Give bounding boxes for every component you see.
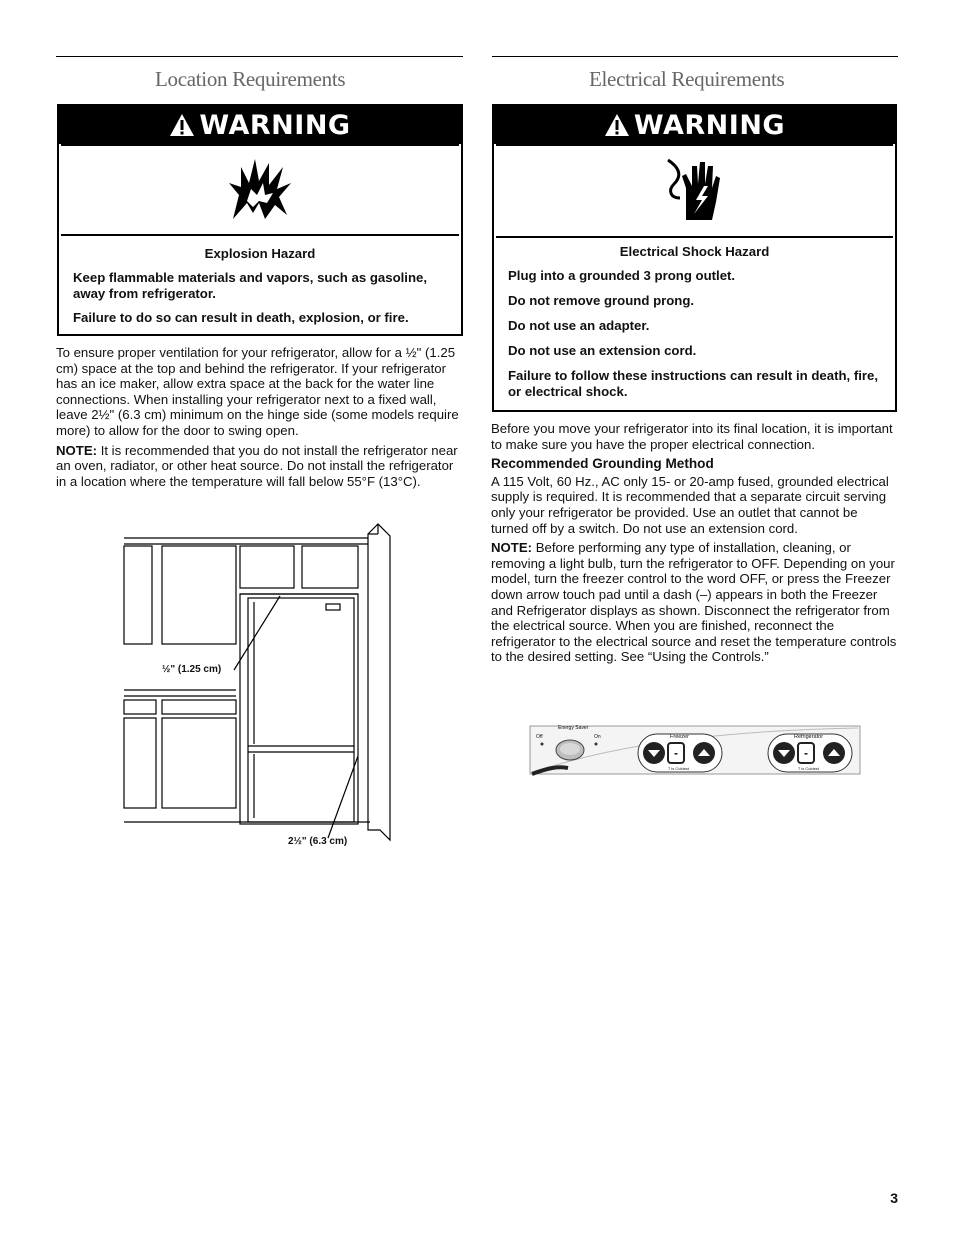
left-top-rule [56,56,463,57]
explosion-warning-box [57,104,463,336]
intro-paragraph: Before you move your refrigerator into its final location, it is important to make sure you have the proper electrical connection. [491,421,893,452]
electrical-requirements-title: Electrical Requirements [589,67,785,91]
electrical-warning-box [492,104,897,412]
refrigerator-sub-label: 7 is Coldest [798,766,819,771]
warning-banner [59,106,461,144]
warning-label: WARNING [199,109,351,141]
location-body [56,345,461,493]
top-clearance-label: ½" (1.25 cm) [162,664,222,675]
location-requirements-title: Location Requirements [155,67,346,91]
off-label: Off [536,734,543,740]
hazard-title: Explosion Hazard [204,246,316,261]
note-label: NOTE: [56,442,98,458]
right-top-rule [492,56,898,57]
warning-line-5: Failure to follow these instructions can result in death, fire, or electrical shock. [508,368,879,399]
grounding-paragraph: A 115 Volt, 60 Hz., AC only 15- or 20-amp fused, grounded electrical supply is required. It is recommended that a separate circuit serving only your refrigerator be provided. Use an outlet that cannot be turned off by a switch. Do not use an extension cord. [491,473,889,536]
electrical-note [491,540,897,665]
grounding-subheading: Recommended Grounding Method [491,456,714,472]
shock-icon-area [496,144,893,238]
freezer-display: - [674,746,678,760]
warning-line-2: Do not remove ground prong. [508,293,695,308]
hazard-title: Electrical Shock Hazard [619,244,770,259]
explosion-icon [225,153,295,228]
warning-line-1: Plug into a grounded 3 prong outlet. [508,268,736,283]
energy-saver-label: Energy Saver [558,725,589,731]
refrigerator-display: - [804,746,808,760]
warning-label: WARNING [633,109,786,141]
note-text: Before performing any type of installation, cleaning, or removing a light bulb, turn the refrigerator to OFF. Depending on your model, turn the freezer control to the word OFF, or press the Freezer down arrow touch pad until a dash (–) appears in both the Freezer and Refrigerator displays as shown. Disconnect the refrigerator from the electrical source. When you are finished, reconnect the refrigerator to the electrical source and reset the temperature controls to the desired setting. See “Using the Controls.” [491,540,897,665]
note-label: NOTE: [491,540,533,556]
freezer-label: Freezer [670,734,689,740]
control-panel-figure [528,722,862,778]
on-label: On [594,734,601,740]
freezer-sub-label: 7 is Coldest [668,766,689,771]
warning-line-4: Do not use an extension cord. [508,343,697,358]
warning-line-1: Keep flammable materials and vapors, such as gasoline, away from refrigerator. [73,270,428,301]
warning-line-2: Failure to do so can result in death, explosion, or fire. [73,310,409,325]
ventilation-paragraph: To ensure proper ventilation for your refrigerator, allow for a ½" (1.25 cm) space at the top and behind the refrigerator. If your refrigerator has an ice maker, allow extra space at the back for the water line connections. When installing your refrigerator next to a fixed wall, leave 2½" (6.3 cm) minimum on the hinge side (some models require more) to allow for the door to swing open. [56,345,459,438]
electrical-shock-icon [660,154,730,229]
warning-triangle-icon [169,113,195,137]
electrical-body [491,421,897,669]
note-text: It is recommended that you do not install the refrigerator near an oven, radiator, or other heat source. Do not install the refrigerator in a location where the temperature will fall below 55°F (13°C). [56,442,458,489]
refrigerator-clearance-figure [120,520,400,850]
page-number: 3 [890,1190,898,1206]
side-clearance-label: 2½" (6.3 cm) [288,836,348,847]
warning-triangle-icon [604,113,630,137]
location-note [56,443,461,490]
warning-line-3: Do not use an adapter. [508,318,650,333]
refrigerator-label: Refrigerator [794,734,824,740]
warning-banner [494,106,895,144]
explosion-icon-area [61,144,459,236]
